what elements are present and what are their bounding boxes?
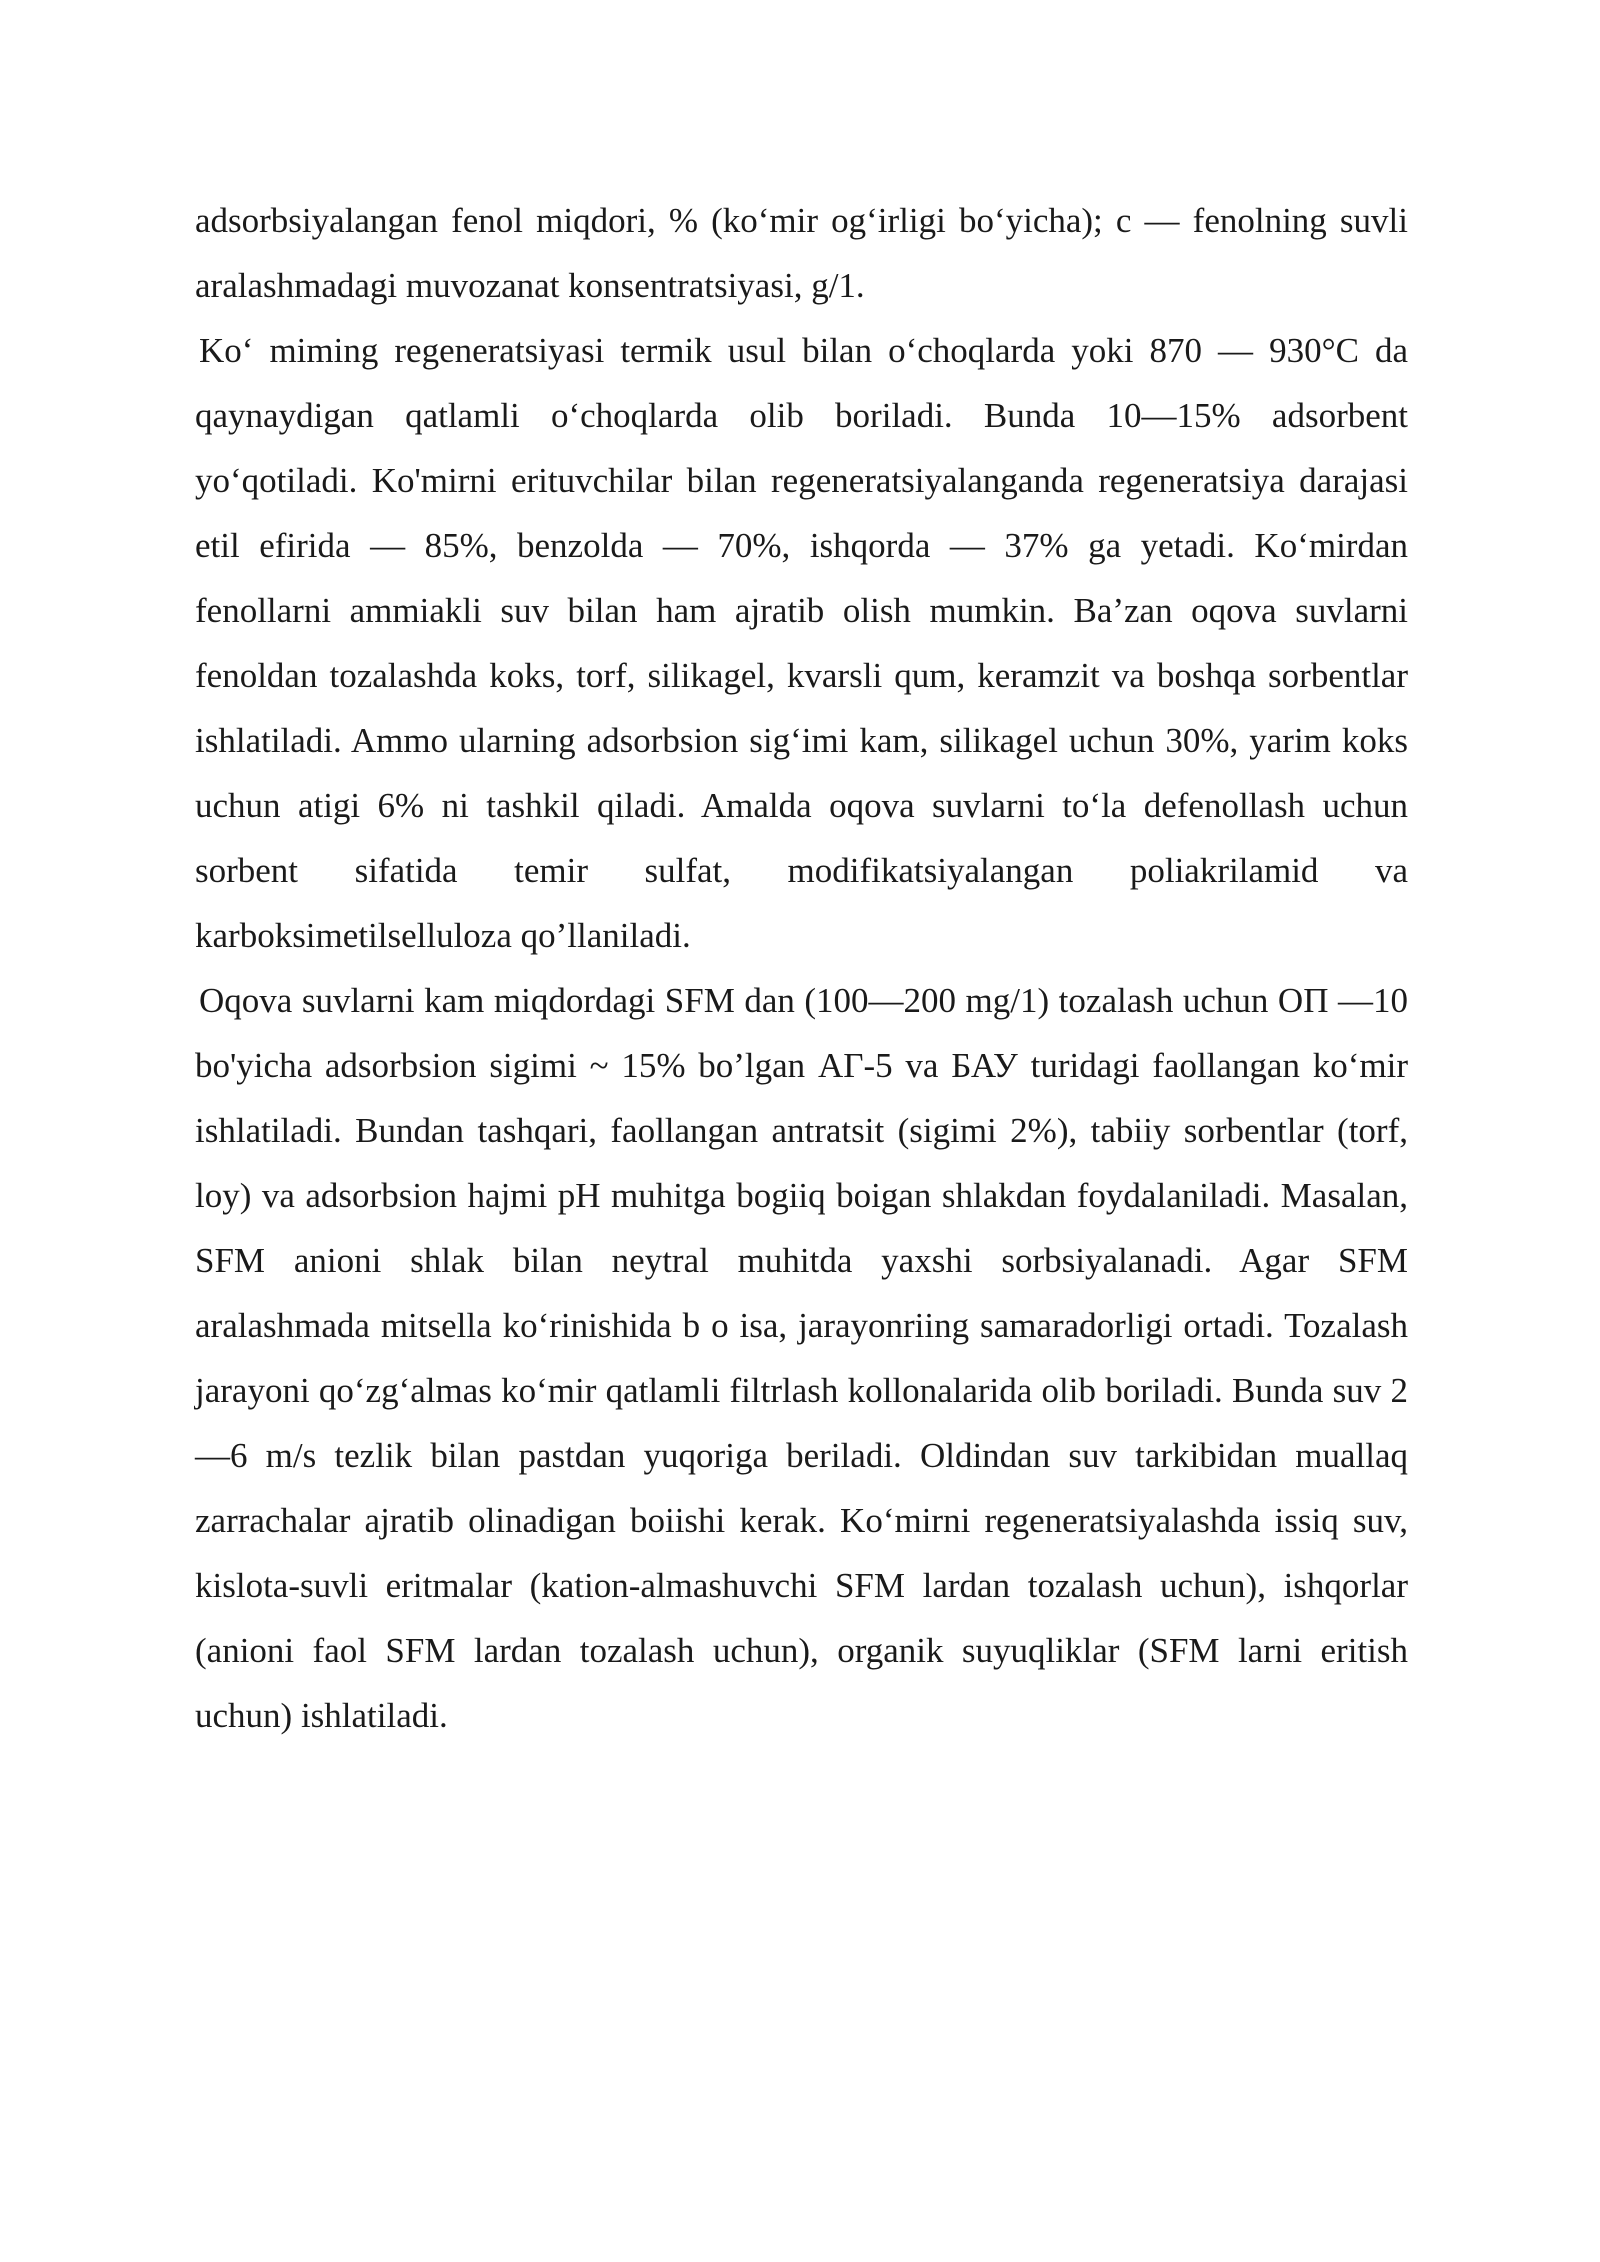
paragraph-continuation: adsorbsiyalangan fenol miqdori, % (ko‘mir og‘irligi bo‘yicha); c — fenolning suvli aralashmadagi muvozanat konsentratsiyasi, g/1.: [195, 201, 1408, 305]
paragraph-regeneration: Ko‘ miming regeneratsiyasi termik usul bilan o‘choqlarda yoki 870 — 930°C da qaynaydigan qatlamli o‘choqlarda olib boriladi. Bunda 10—15% adsorbent yo‘qotiladi. Ko'mirni erituvchilar bilan regeneratsiyalanganda regeneratsiya darajasi etil efirida — 85%, benzolda — 70%, ishqorda — 37% ga yetadi. Ko‘mirdan fenollarni ammiakli suv bilan ham ajratib olish mumkin. Ba’zan oqova suvlarni fenoldan tozalashda koks, torf, silikagel, kvarsli qum, keramzit va boshqa sorbentlar ishlatiladi. Ammo ularning adsorbsion sig‘imi kam, silikagel uchun 30%, yarim koks uchun atigi 6% ni tashkil qiladi. Amalda oqova suvlarni to‘la defenollash uchun sorbent sifatida temir sulfat, modifikatsiyalangan poliakrilamid va karboksimetilselluloza qo’llaniladi.: [195, 331, 1408, 955]
document-page: [195, 188, 1408, 1748]
paragraph-sfm-adsorption: Oqova suvlarni kam miqdordagi SFM dan (100—200 mg/1) tozalash uchun ОП —10 bo'yicha adsorbsion sigimi ~ 15% bo’lgan АГ-5 va БАУ turidagi faollangan ko‘mir ishlatiladi. Bundan tashqari, faollangan antratsit (sigimi 2%), tabiiy sorbentlar (torf, loy) va adsorbsion hajmi pH muhitga bogiiq boigan shlakdan foydalaniladi. Masalan, SFM anioni shlak bilan neytral muhitda yaxshi sorbsiyalanadi. Agar SFM aralashmada mitsella ko‘rinishida b o isa, jarayonriing samaradorligi ortadi. Tozalash jarayoni qo‘zg‘almas ko‘mir qatlamli filtrlash kollonalarida olib boriladi. Bunda suv 2—6 m/s tezlik bilan pastdan yuqoriga beriladi. Oldindan suv tarkibidan muallaq zarrachalar ajratib olinadigan boiishi kerak. Ko‘mirni regeneratsiyalashda issiq suv, kislota-suvli eritmalar (kation-almashuvchi SFM lardan tozalash uchun), ishqorlar (anioni faol SFM lardan tozalash uchun), organik suyuqliklar (SFM larni eritish uchun) ishlatiladi.: [195, 981, 1408, 1735]
